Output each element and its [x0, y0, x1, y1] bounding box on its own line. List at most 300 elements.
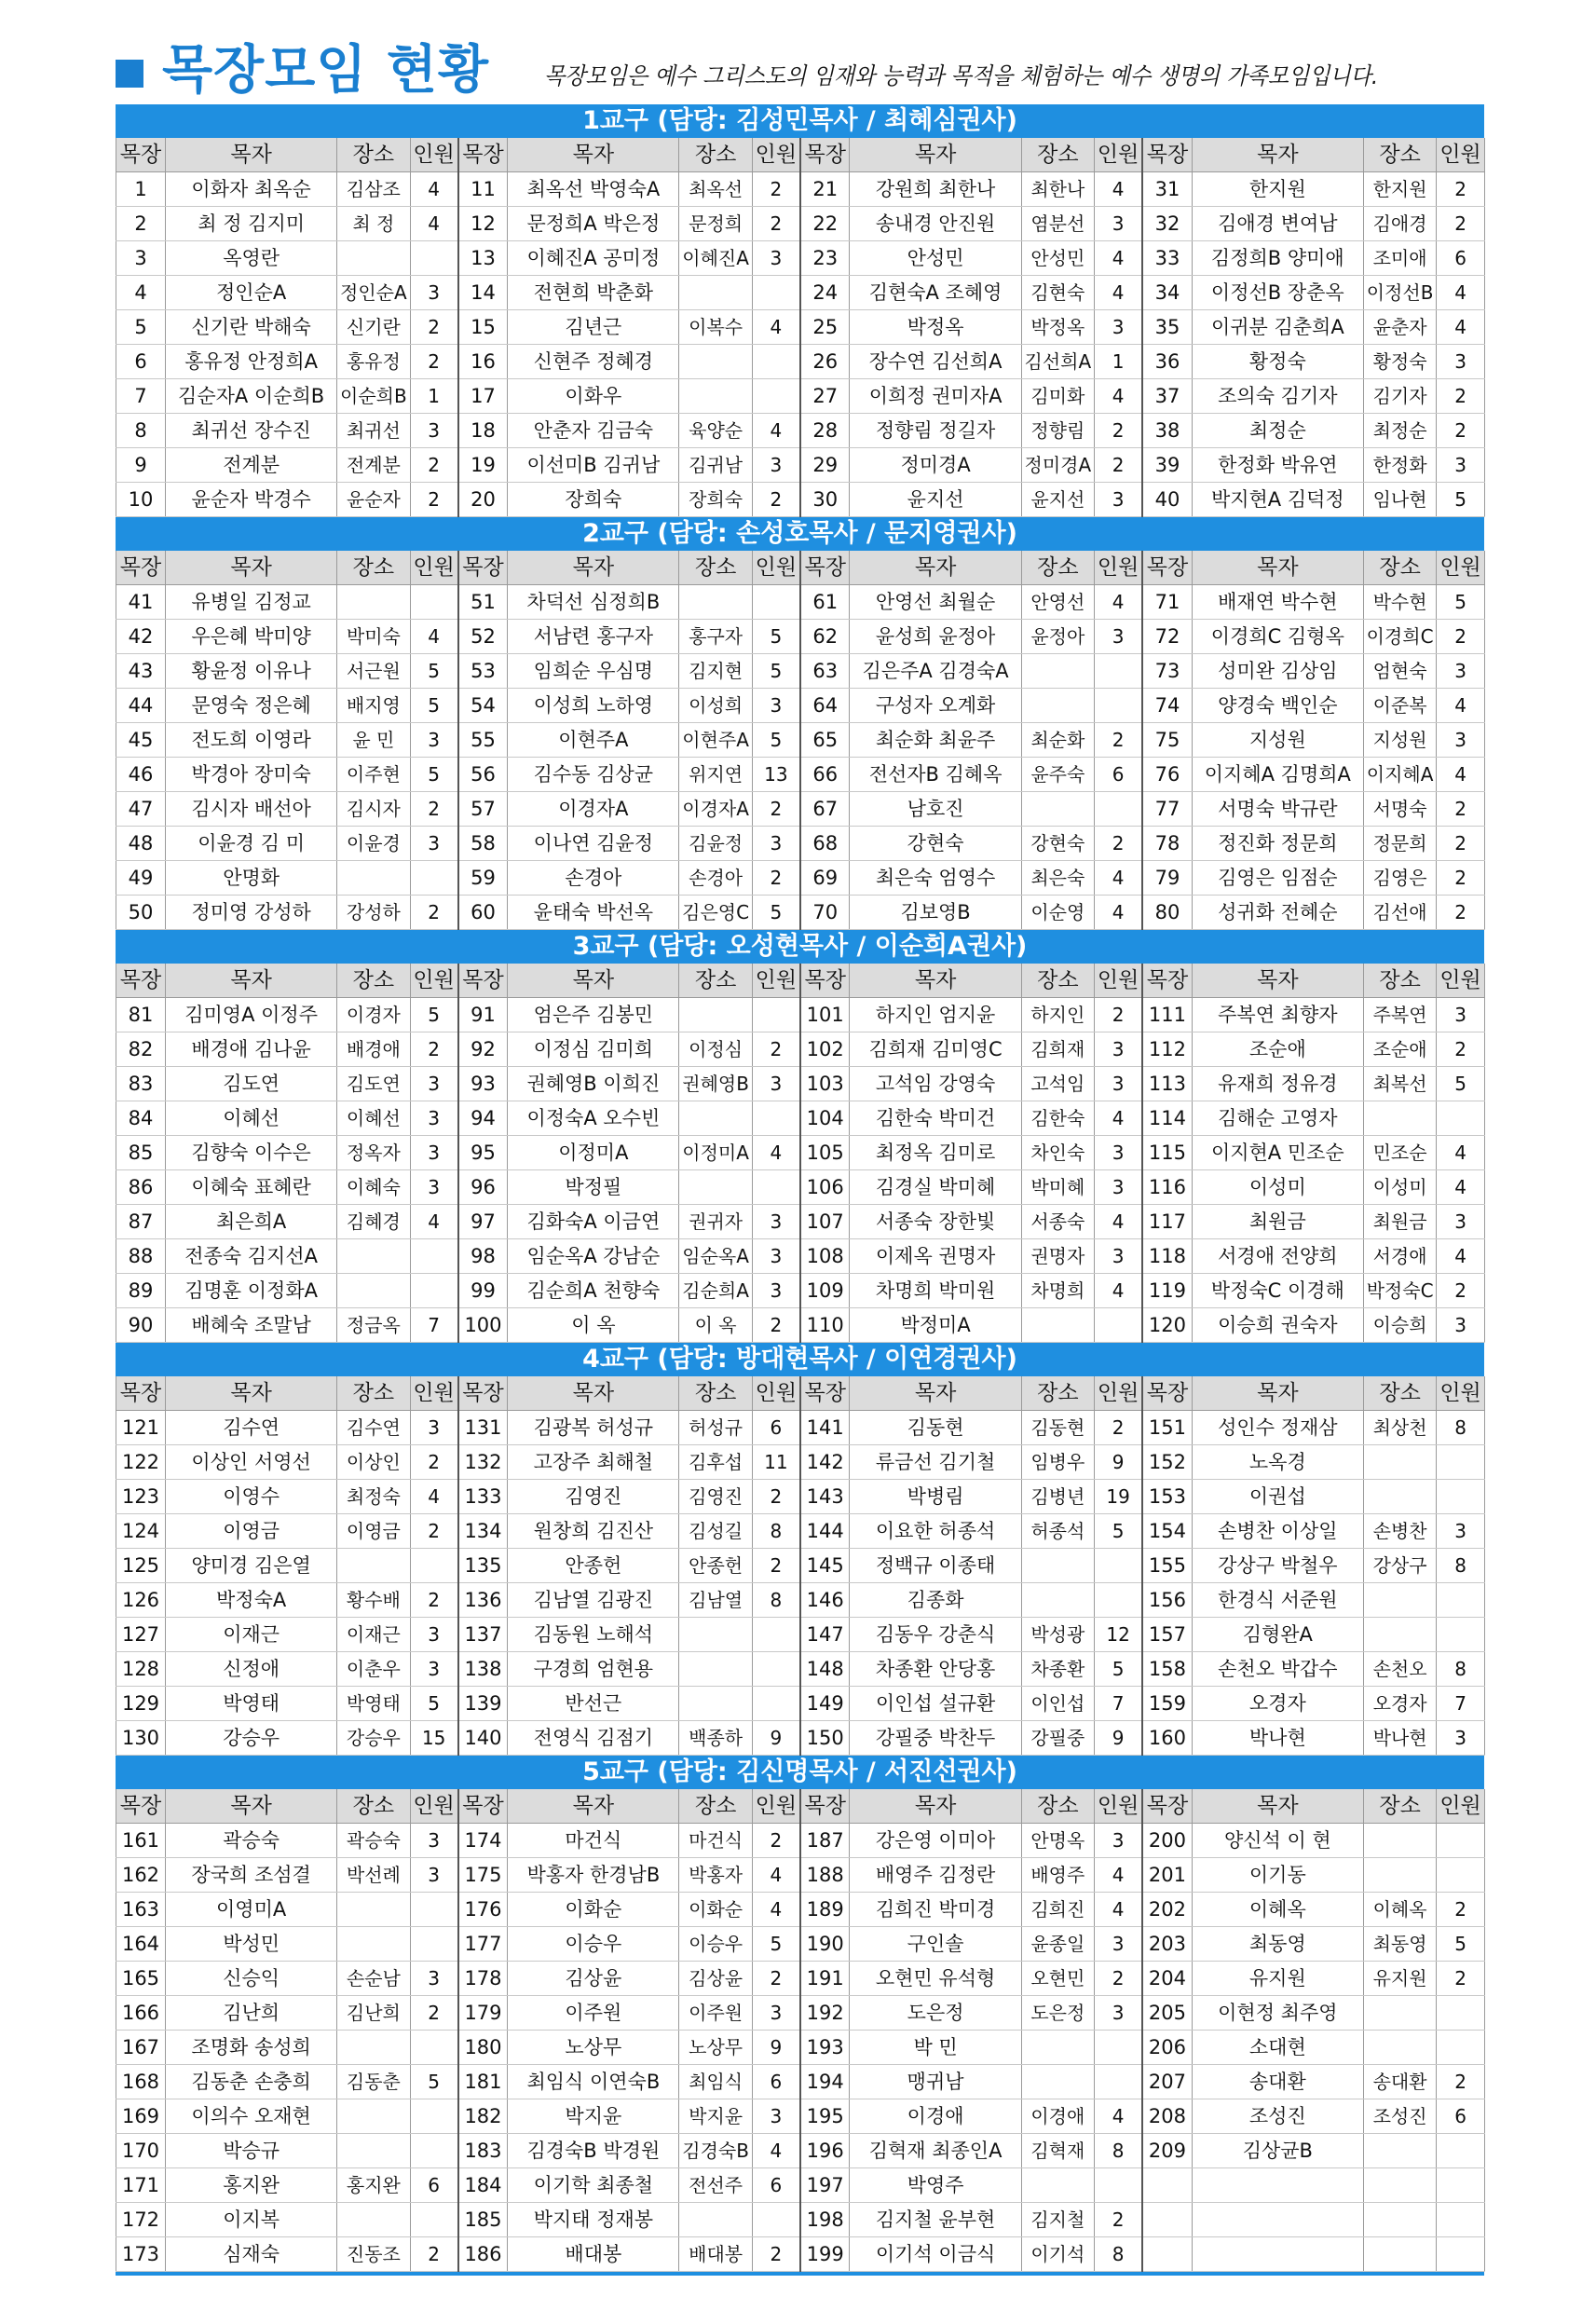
- table-row: [116, 1067, 1485, 1101]
- member-count: 4: [410, 172, 458, 207]
- group-leader: 박성민: [166, 1927, 337, 1962]
- group-number: 155: [1142, 1549, 1192, 1583]
- group-leader: 이제옥 권명자: [850, 1239, 1021, 1274]
- meeting-place: 김난희: [337, 1996, 410, 2031]
- meeting-place: 안명옥: [1021, 1824, 1094, 1858]
- header-group-number: 목장: [1142, 964, 1192, 998]
- header-place: 장소: [679, 551, 752, 585]
- group-number: 55: [458, 723, 508, 758]
- meeting-place: 홍유정: [337, 345, 410, 379]
- member-count: [1437, 2031, 1485, 2065]
- group-leader: 반선근: [508, 1687, 679, 1721]
- member-count: [1094, 654, 1142, 689]
- meeting-place: 최정숙: [337, 1480, 410, 1514]
- group-leader: 배대봉: [508, 2237, 679, 2272]
- header-place: 장소: [1021, 551, 1094, 585]
- group-leader: 안명화: [166, 861, 337, 896]
- member-count: 13: [752, 758, 800, 792]
- group-number: 180: [458, 2031, 508, 2065]
- group-leader: 이혜숙 표혜란: [166, 1170, 337, 1205]
- group-leader: 임순옥A 강남순: [508, 1239, 679, 1274]
- group-leader: 이 옥: [508, 1308, 679, 1343]
- group-number: [1142, 2203, 1192, 2237]
- group-number: 63: [800, 654, 850, 689]
- meeting-place: 배대봉: [679, 2237, 752, 2272]
- member-count: 2: [410, 483, 458, 517]
- member-count: 4: [1437, 310, 1485, 345]
- group-number: 132: [458, 1445, 508, 1480]
- group-number: 185: [458, 2203, 508, 2237]
- member-count: 3: [1094, 1239, 1142, 1274]
- group-number: 42: [116, 620, 166, 654]
- meeting-place: [1363, 1480, 1436, 1514]
- group-number: 58: [458, 827, 508, 861]
- member-count: 8: [752, 1514, 800, 1549]
- meeting-place: 권명자: [1021, 1239, 1094, 1274]
- member-count: 2: [752, 2237, 800, 2272]
- member-count: 5: [410, 1687, 458, 1721]
- header-group-number: 목장: [800, 138, 850, 172]
- group-number: 47: [116, 792, 166, 827]
- group-leader: 마건식: [508, 1824, 679, 1858]
- group-leader: 성귀화 전혜순: [1192, 896, 1363, 930]
- group-number: 94: [458, 1101, 508, 1136]
- member-count: 2: [410, 1583, 458, 1618]
- group-number: 67: [800, 792, 850, 827]
- member-count: 7: [410, 1308, 458, 1343]
- group-leader: 정미영 강성하: [166, 896, 337, 930]
- member-count: 2: [752, 483, 800, 517]
- header-count: 인원: [1094, 551, 1142, 585]
- meeting-place: [679, 1170, 752, 1205]
- group-number: 27: [800, 379, 850, 414]
- meeting-place: 권귀자: [679, 1205, 752, 1239]
- group-number: 126: [116, 1583, 166, 1618]
- meeting-place: 박지윤: [679, 2099, 752, 2134]
- header-leader: 목자: [508, 964, 679, 998]
- meeting-place: 권혜영B: [679, 1067, 752, 1101]
- table-header-row: [116, 138, 1485, 172]
- group-leader: 박경아 장미숙: [166, 758, 337, 792]
- meeting-place: 이경애: [1021, 2099, 1094, 2134]
- meeting-place: 박홍자: [679, 1858, 752, 1893]
- meeting-place: [337, 1927, 410, 1962]
- meeting-place: 홍구자: [679, 620, 752, 654]
- group-leader: 노옥경: [1192, 1445, 1363, 1480]
- group-leader: 이승우: [508, 1927, 679, 1962]
- member-count: 9: [752, 1721, 800, 1756]
- group-leader: 박승규: [166, 2134, 337, 2168]
- group-leader: 전선자B 김혜옥: [850, 758, 1021, 792]
- meeting-place: [1021, 1549, 1094, 1583]
- meeting-place: 윤종일: [1021, 1927, 1094, 1962]
- header-leader: 목자: [166, 138, 337, 172]
- header-place: 장소: [679, 1376, 752, 1411]
- meeting-place: 김순희A: [679, 1274, 752, 1308]
- meeting-place: 박성광: [1021, 1618, 1094, 1652]
- group-number: 137: [458, 1618, 508, 1652]
- header-leader: 목자: [850, 1789, 1021, 1824]
- member-count: [752, 345, 800, 379]
- meeting-place: 손천오: [1363, 1652, 1436, 1687]
- member-count: 2: [410, 1032, 458, 1067]
- group-number: 61: [800, 585, 850, 620]
- group-leader: 전계분: [166, 448, 337, 483]
- group-number: 78: [1142, 827, 1192, 861]
- group-leader: 김지철 윤부현: [850, 2203, 1021, 2237]
- member-count: 2: [752, 861, 800, 896]
- group-number: 111: [1142, 998, 1192, 1032]
- meeting-place: [1021, 654, 1094, 689]
- meeting-place: [1021, 2168, 1094, 2203]
- header-count: 인원: [1094, 964, 1142, 998]
- group-leader: 박지태 정재봉: [508, 2203, 679, 2237]
- member-count: 4: [1094, 1101, 1142, 1136]
- table-row: [116, 1274, 1485, 1308]
- table-row: [116, 1858, 1485, 1893]
- group-leader: 김화숙A 이금연: [508, 1205, 679, 1239]
- group-number: 99: [458, 1274, 508, 1308]
- header-count: 인원: [1437, 964, 1485, 998]
- group-number: 205: [1142, 1996, 1192, 2031]
- group-leader: 김희진 박미경: [850, 1893, 1021, 1927]
- member-count: 5: [410, 2065, 458, 2099]
- group-number: 182: [458, 2099, 508, 2134]
- group-leader: 문정희A 박은정: [508, 207, 679, 241]
- table-row: [116, 2237, 1485, 2272]
- group-leader: 이혜선: [166, 1101, 337, 1136]
- member-count: 2: [410, 1514, 458, 1549]
- group-number: 194: [800, 2065, 850, 2099]
- table-row: [116, 1480, 1485, 1514]
- group-leader: 이성미: [1192, 1170, 1363, 1205]
- member-count: 4: [410, 207, 458, 241]
- group-number: 184: [458, 2168, 508, 2203]
- meeting-place: 김영진: [679, 1480, 752, 1514]
- member-count: 2: [1437, 861, 1485, 896]
- group-number: 199: [800, 2237, 850, 2272]
- bottom-rule: [116, 2272, 1484, 2276]
- table-row: [116, 1205, 1485, 1239]
- meeting-place: 강상구: [1363, 1549, 1436, 1583]
- district-title: 4교구 (담당: 방대현목사 / 이연경권사): [116, 1343, 1484, 1376]
- group-leader: 권혜영B 이희진: [508, 1067, 679, 1101]
- meeting-place: 김영은: [1363, 861, 1436, 896]
- meeting-place: 유지원: [1363, 1962, 1436, 1996]
- table-row: [116, 1549, 1485, 1583]
- meeting-place: 이상인: [337, 1445, 410, 1480]
- table-row: [116, 723, 1485, 758]
- group-number: 70: [800, 896, 850, 930]
- group-leader: 양경숙 백인순: [1192, 689, 1363, 723]
- group-leader: 강필중 박찬두: [850, 1721, 1021, 1756]
- group-number: 102: [800, 1032, 850, 1067]
- group-number: 5: [116, 310, 166, 345]
- group-leader: [1192, 2237, 1363, 2272]
- group-number: 21: [800, 172, 850, 207]
- member-count: 8: [752, 1583, 800, 1618]
- group-leader: 김광복 허성규: [508, 1411, 679, 1445]
- meeting-place: 이춘우: [337, 1652, 410, 1687]
- group-number: 82: [116, 1032, 166, 1067]
- group-leader: 김해순 고영자: [1192, 1101, 1363, 1136]
- table-row: [116, 207, 1485, 241]
- group-number: 176: [458, 1893, 508, 1927]
- member-count: 3: [410, 414, 458, 448]
- member-count: 2: [1437, 1893, 1485, 1927]
- meeting-place: 노상무: [679, 2031, 752, 2065]
- meeting-place: 손순남: [337, 1962, 410, 1996]
- group-leader: 엄은주 김봉민: [508, 998, 679, 1032]
- member-count: 2: [752, 1032, 800, 1067]
- group-leader: 김순희A 천향숙: [508, 1274, 679, 1308]
- member-count: 7: [1094, 1687, 1142, 1721]
- header-place: 장소: [1021, 1376, 1094, 1411]
- group-number: 33: [1142, 241, 1192, 276]
- group-number: 149: [800, 1687, 850, 1721]
- member-count: 8: [1437, 1652, 1485, 1687]
- meeting-place: 조미애: [1363, 241, 1436, 276]
- meeting-place: [1363, 2168, 1436, 2203]
- member-count: [1094, 1549, 1142, 1583]
- member-count: 3: [410, 276, 458, 310]
- meeting-place: 이승우: [679, 1927, 752, 1962]
- group-leader: 김은주A 김경숙A: [850, 654, 1021, 689]
- meeting-place: 김경숙B: [679, 2134, 752, 2168]
- header-place: 장소: [1363, 964, 1436, 998]
- meeting-place: 정문희: [1363, 827, 1436, 861]
- group-number: 86: [116, 1170, 166, 1205]
- table-row: [116, 1893, 1485, 1927]
- table-row: [116, 1927, 1485, 1962]
- meeting-place: 최임식: [679, 2065, 752, 2099]
- meeting-place: 이혜진A: [679, 241, 752, 276]
- meeting-place: 차명희: [1021, 1274, 1094, 1308]
- header-group-number: 목장: [800, 1789, 850, 1824]
- group-leader: 이현주A: [508, 723, 679, 758]
- header-group-number: 목장: [116, 138, 166, 172]
- meeting-place: 이지혜A: [1363, 758, 1436, 792]
- meeting-place: 배경애: [337, 1032, 410, 1067]
- group-number: 164: [116, 1927, 166, 1962]
- group-leader: 이경자A: [508, 792, 679, 827]
- group-number: 195: [800, 2099, 850, 2134]
- group-leader: 박병림: [850, 1480, 1021, 1514]
- meeting-place: 정옥자: [337, 1136, 410, 1170]
- group-number: 84: [116, 1101, 166, 1136]
- member-count: 5: [410, 998, 458, 1032]
- meeting-place: 박나현: [1363, 1721, 1436, 1756]
- group-number: 204: [1142, 1962, 1192, 1996]
- member-count: [1437, 2134, 1485, 2168]
- member-count: 4: [752, 310, 800, 345]
- member-count: 2: [410, 448, 458, 483]
- group-number: 18: [458, 414, 508, 448]
- meeting-place: 이준복: [1363, 689, 1436, 723]
- meeting-place: 배지영: [337, 689, 410, 723]
- member-count: 2: [752, 207, 800, 241]
- member-count: 3: [752, 1274, 800, 1308]
- group-leader: 임희순 우심명: [508, 654, 679, 689]
- member-count: 3: [1437, 448, 1485, 483]
- member-count: 8: [1094, 2134, 1142, 2168]
- group-number: 138: [458, 1652, 508, 1687]
- member-count: 2: [752, 1824, 800, 1858]
- meeting-place: 윤정아: [1021, 620, 1094, 654]
- group-leader: 최은희A: [166, 1205, 337, 1239]
- group-leader: 손천오 박갑수: [1192, 1652, 1363, 1687]
- group-table: [116, 1789, 1485, 2272]
- group-leader: 이나연 김윤정: [508, 827, 679, 861]
- member-count: [1437, 1858, 1485, 1893]
- member-count: [410, 2099, 458, 2134]
- header-group-number: 목장: [116, 1789, 166, 1824]
- group-number: 68: [800, 827, 850, 861]
- meeting-place: [1021, 792, 1094, 827]
- group-number: 193: [800, 2031, 850, 2065]
- group-number: 206: [1142, 2031, 1192, 2065]
- header-place: 장소: [1021, 1789, 1094, 1824]
- group-leader: 이기석 이금식: [850, 2237, 1021, 2272]
- group-leader: 김정희B 양미애: [1192, 241, 1363, 276]
- member-count: 4: [1437, 689, 1485, 723]
- group-leader: 이영금: [166, 1514, 337, 1549]
- member-count: 2: [1437, 896, 1485, 930]
- group-number: 6: [116, 345, 166, 379]
- group-leader: 김애경 변여남: [1192, 207, 1363, 241]
- group-leader: 김영진: [508, 1480, 679, 1514]
- group-leader: 김보영B: [850, 896, 1021, 930]
- meeting-place: 이현주A: [679, 723, 752, 758]
- group-number: 121: [116, 1411, 166, 1445]
- group-number: 29: [800, 448, 850, 483]
- group-number: 34: [1142, 276, 1192, 310]
- meeting-place: [337, 1274, 410, 1308]
- meeting-place: [1363, 1618, 1436, 1652]
- group-number: 89: [116, 1274, 166, 1308]
- meeting-place: 김삼조: [337, 172, 410, 207]
- header-group-number: 목장: [458, 1789, 508, 1824]
- group-number: 197: [800, 2168, 850, 2203]
- table-header-row: [116, 964, 1485, 998]
- meeting-place: 박미혜: [1021, 1170, 1094, 1205]
- group-number: 154: [1142, 1514, 1192, 1549]
- group-leader: 황윤정 이유나: [166, 654, 337, 689]
- group-number: 153: [1142, 1480, 1192, 1514]
- group-number: 178: [458, 1962, 508, 1996]
- group-number: 123: [116, 1480, 166, 1514]
- group-number: 36: [1142, 345, 1192, 379]
- group-number: 201: [1142, 1858, 1192, 1893]
- group-leader: 이영미A: [166, 1893, 337, 1927]
- table-row: [116, 827, 1485, 861]
- group-leader: 신정애: [166, 1652, 337, 1687]
- meeting-place: 황수배: [337, 1583, 410, 1618]
- member-count: 2: [1094, 998, 1142, 1032]
- meeting-place: 오현민: [1021, 1962, 1094, 1996]
- group-number: 159: [1142, 1687, 1192, 1721]
- member-count: [1437, 1618, 1485, 1652]
- meeting-place: [337, 2099, 410, 2134]
- table-row: [116, 998, 1485, 1032]
- group-leader: 강은영 이미아: [850, 1824, 1021, 1858]
- group-leader: 김동원 노해석: [508, 1618, 679, 1652]
- group-number: 92: [458, 1032, 508, 1067]
- header-place: 장소: [337, 964, 410, 998]
- header-group-number: 목장: [800, 551, 850, 585]
- header-count: 인원: [1094, 1789, 1142, 1824]
- group-leader: 김형완A: [1192, 1618, 1363, 1652]
- group-number: 8: [116, 414, 166, 448]
- member-count: 4: [1094, 1274, 1142, 1308]
- meeting-place: [337, 861, 410, 896]
- member-count: 5: [1437, 1927, 1485, 1962]
- member-count: 5: [1437, 483, 1485, 517]
- group-leader: 이영수: [166, 1480, 337, 1514]
- meeting-place: 윤주숙: [1021, 758, 1094, 792]
- member-count: [1094, 1583, 1142, 1618]
- group-leader: 박정미A: [850, 1308, 1021, 1343]
- table-row: [116, 1618, 1485, 1652]
- meeting-place: 김귀남: [679, 448, 752, 483]
- meeting-place: 이복수: [679, 310, 752, 345]
- group-leader: 김수동 김상균: [508, 758, 679, 792]
- group-leader: 최옥선 박영숙A: [508, 172, 679, 207]
- meeting-place: 김혁재: [1021, 2134, 1094, 2168]
- group-leader: 박영태: [166, 1687, 337, 1721]
- district-title: 1교구 (담당: 김성민목사 / 최혜심권사): [116, 104, 1484, 138]
- table-row: [116, 861, 1485, 896]
- meeting-place: 손병찬: [1363, 1514, 1436, 1549]
- district-section: [116, 930, 1484, 1343]
- member-count: [1094, 2168, 1142, 2203]
- member-count: 5: [1094, 1514, 1142, 1549]
- group-number: 75: [1142, 723, 1192, 758]
- group-number: 124: [116, 1514, 166, 1549]
- header-count: 인원: [1094, 138, 1142, 172]
- member-count: 2: [1094, 1962, 1142, 1996]
- group-leader: 박정숙A: [166, 1583, 337, 1618]
- member-count: 4: [1437, 276, 1485, 310]
- group-leader: 김상균B: [1192, 2134, 1363, 2168]
- group-leader: 최임식 이연숙B: [508, 2065, 679, 2099]
- group-number: 97: [458, 1205, 508, 1239]
- meeting-place: 손경아: [679, 861, 752, 896]
- group-number: 96: [458, 1170, 508, 1205]
- group-number: 166: [116, 1996, 166, 2031]
- member-count: 3: [1094, 483, 1142, 517]
- member-count: 7: [1437, 1687, 1485, 1721]
- header-group-number: 목장: [1142, 1789, 1192, 1824]
- meeting-place: 최정순: [1363, 414, 1436, 448]
- group-number: 39: [1142, 448, 1192, 483]
- group-number: [1142, 2168, 1192, 2203]
- group-leader: 강원희 최한나: [850, 172, 1021, 207]
- group-number: 25: [800, 310, 850, 345]
- group-number: 143: [800, 1480, 850, 1514]
- group-leader: 김혁재 최종인A: [850, 2134, 1021, 2168]
- page-subtitle: 목장모임은 예수 그리스도의 임재와 능력과 목적을 체험하는 예수 생명의 가족모임입니다.: [544, 62, 1379, 89]
- group-number: 19: [458, 448, 508, 483]
- group-number: 28: [800, 414, 850, 448]
- table-row: [116, 1445, 1485, 1480]
- group-number: 59: [458, 861, 508, 896]
- group-leader: 안종헌: [508, 1549, 679, 1583]
- group-leader: 이인섭 설규환: [850, 1687, 1021, 1721]
- member-count: [410, 1274, 458, 1308]
- meeting-place: 정금옥: [337, 1308, 410, 1343]
- group-number: 157: [1142, 1618, 1192, 1652]
